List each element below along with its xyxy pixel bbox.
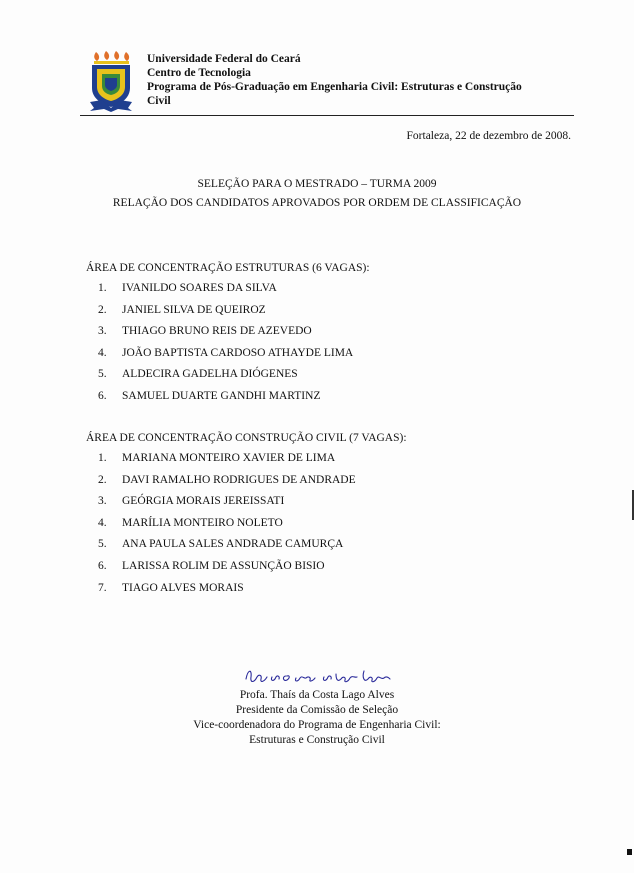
rank-number: 1. [98, 452, 107, 464]
scan-corner-mark [627, 849, 632, 855]
signature-block [0, 688, 634, 748]
document-date: Fortaleza, 22 de dezembro de 2008. [406, 130, 571, 142]
rank-number: 3. [98, 495, 107, 508]
handwritten-signature [240, 665, 420, 687]
program-name-continued: Civil [147, 95, 171, 107]
signatory-role: Presidente da Comissão de Seleção [235, 704, 399, 716]
candidate-name: LARISSA ROLIM DE ASSUNÇÃO BISIO [122, 559, 325, 572]
list-item [98, 389, 353, 411]
signatory-role-2: Vice-coordenadora do Programa de Engenharia Civil: [193, 719, 441, 731]
area-title-estruturas: ÁREA DE CONCENTRAÇÃO ESTRUTURAS (6 VAGAS): [86, 262, 370, 274]
rank-number: 6. [98, 559, 107, 572]
rank-number: 1. [98, 282, 107, 294]
signatory-name: Profa. Thaís da Costa Lago Alves [239, 689, 395, 701]
list-item [98, 559, 356, 581]
rank-number: 2. [98, 303, 107, 316]
candidate-name: JANIEL SILVA DE QUEIROZ [122, 303, 266, 316]
list-item [98, 451, 356, 473]
list-item [98, 346, 353, 368]
rank-number: 4. [98, 516, 107, 529]
candidate-name: JOÃO BAPTISTA CARDOSO ATHAYDE LIMA [122, 346, 354, 359]
document-subtitle: RELAÇÃO DOS CANDIDATOS APROVADOS POR ORDEM DE CLASSIFICAÇÃO [112, 197, 522, 209]
candidate-name: TIAGO ALVES MORAIS [122, 581, 244, 594]
candidate-name: THIAGO BRUNO REIS DE AZEVEDO [122, 325, 312, 338]
area-title-construcao-civil: ÁREA DE CONCENTRAÇÃO CONSTRUÇÃO CIVIL (7 VAGAS): [86, 432, 407, 444]
list-item [98, 537, 356, 559]
list-item [98, 516, 356, 538]
candidate-name: MARÍLIA MONTEIRO NOLETO [122, 516, 283, 529]
candidate-list-estruturas [98, 281, 353, 411]
candidate-list-construcao-civil [98, 451, 356, 602]
list-item [98, 303, 353, 325]
rank-number: 7. [98, 581, 107, 594]
list-item [98, 324, 353, 346]
candidate-name: ANA PAULA SALES ANDRADE CAMURÇA [122, 538, 344, 551]
center-name: Centro de Tecnologia [147, 67, 251, 79]
institution-header [147, 52, 567, 108]
candidate-name: GEÓRGIA MORAIS JEREISSATI [122, 495, 285, 508]
candidate-name: DAVI RAMALHO RODRIGUES DE ANDRADE [122, 473, 356, 486]
candidate-name: IVANILDO SOARES DA SILVA [122, 282, 277, 294]
document-title: SELEÇÃO PARA O MESTRADO – TURMA 2009 [197, 178, 437, 190]
rank-number: 5. [98, 538, 107, 551]
list-item [98, 367, 353, 389]
rank-number: 2. [98, 473, 107, 486]
rank-number: 5. [98, 368, 107, 381]
header-divider [80, 115, 574, 116]
rank-number: 3. [98, 325, 107, 338]
signatory-role-3: Estruturas e Construção Civil [249, 734, 385, 746]
university-name: Universidade Federal do Ceará [147, 53, 301, 65]
rank-number: 6. [98, 389, 107, 402]
rank-number: 4. [98, 346, 107, 359]
candidate-name: MARIANA MONTEIRO XAVIER DE LIMA [122, 452, 336, 464]
list-item [98, 281, 353, 303]
list-item [98, 581, 356, 603]
candidate-name: ALDECIRA GADELHA DIÓGENES [122, 368, 298, 381]
list-item [98, 494, 356, 516]
program-name: Programa de Pós-Graduação em Engenharia Civil: Estruturas e Construção [147, 81, 522, 93]
candidate-name: SAMUEL DUARTE GANDHI MARTINZ [122, 389, 321, 402]
list-item [98, 473, 356, 495]
university-logo [88, 50, 134, 112]
